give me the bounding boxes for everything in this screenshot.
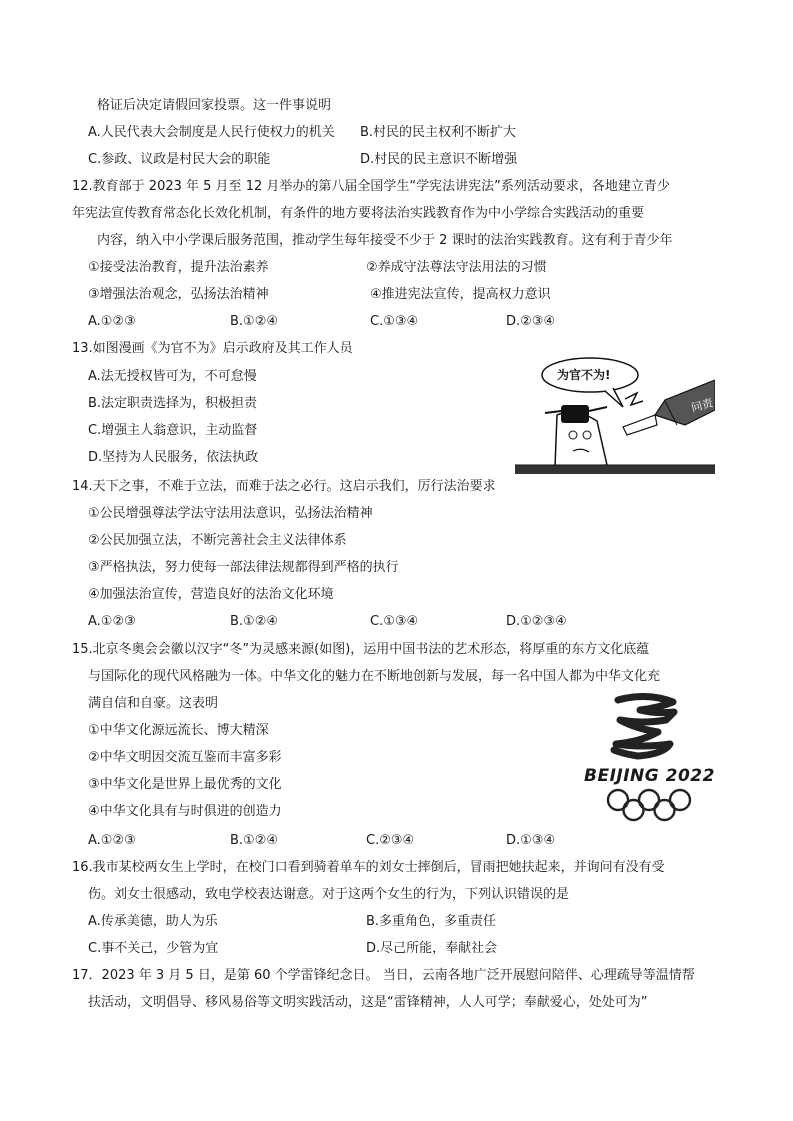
q16-option-c: C.事不关己，少管为宜 [88,941,219,956]
q15-stem-line2: 与国际化的现代风格融为一体。中华文化的魅力在不断地创新与发展，每一名中国人都为中华文化充 [88,669,661,684]
q11-option-d: D.村民的民主意识不断增强 [360,152,518,167]
q12-statement-4: ④推进宪法宣传，提高权力意识 [370,287,551,302]
q15-statement-4: ④中华文化具有与时俱进的创造力 [88,804,282,819]
q11-option-a: A.人民代表大会制度是人民行使权力的机关 [88,125,335,140]
q14-option-d: D.①②③④ [506,614,567,629]
q14-option-a: A.①②③ [88,614,136,629]
speech-bubble-text: 为官不为! [557,368,611,382]
q12-stem-line1: 12.教育部于 2023 年 5 月至 12 月举办的第八届全国学生“学宪法讲宪法”系列活动要求，各地建立青少 [72,179,670,194]
cuff-label: 问责 [689,396,715,415]
q12-statement-2: ②养成守法尊法守法用法的习惯 [366,260,547,275]
q15-stem-line1: 15.北京冬奥会会徽以汉字“冬”为灵感来源(如图)，运用中国书法的艺术形态，将厚重的东方文化底蕴 [72,642,650,657]
q14-option-b: B.①②④ [230,614,279,629]
q14-statement-3: ③严格执法，努力使每一部法律法规都得到严格的执行 [88,560,399,575]
q13-option-a: A.法无授权皆可为，不可怠慢 [88,369,257,384]
q14-option-c: C.①③④ [370,614,419,629]
q12-stem-line3: 内容，纳入中小学课后服务范围，推动学生每年接受不少于 2 课时的法治实践教育。这有利于青少年 [97,233,673,248]
q16-option-a: A.传承美德，助人为乐 [88,914,218,929]
q16-stem-line2: 伤。刘女士很感动，致电学校表达谢意。对于这两个女生的行为，下列认识错误的是 [88,887,570,902]
q14-statement-2: ②公民加强立法，不断完善社会主义法律体系 [88,533,347,548]
q15-option-c: C.②③④ [366,833,415,848]
q14-stem: 14.天下之事，不难于立法，而难于法之必行。这启示我们，厉行法治要求 [72,479,496,494]
q13-option-b: B.法定职责选择为，积极担责 [88,396,258,411]
q15-option-d: D.①③④ [506,833,556,848]
q12-statement-1: ①接受法治教育，提升法治素养 [88,260,269,275]
q13-option-d: D.坚持为人民服务，依法执政 [88,450,259,465]
q12-option-a: A.①②③ [88,314,136,329]
q13-stem: 13.如图漫画《为官不为》启示政府及其工作人员 [72,341,353,356]
olympic-rings-icon [604,788,694,822]
q15-statement-2: ②中华文明因交流互鉴而丰富多彩 [88,750,282,765]
beijing-2022-emblem [578,692,718,822]
q11-option-b: B.村民的民主权利不断扩大 [360,125,517,140]
q12-stem-line2: 年宪法宣传教育常态化长效化机制，有条件的地方要将法治实践教育作为中小学综合实践活动的重要 [72,206,645,221]
q16-option-b: B.多重角色，多重责任 [366,914,497,929]
q11-option-c: C.参政、议政是村民大会的职能 [88,152,271,167]
q16-option-d: D.尽己所能，奉献社会 [366,941,498,956]
q13-option-c: C.增强主人翁意识，主动监督 [88,423,258,438]
dong-calligraphy-icon [578,692,718,762]
q17-stem-line1: 17．2023 年 3 月 5 日，是第 60 个学雷锋纪念日。 当日，云南各地广泛开展慰问陪伴、心理疏导等温情帮 [72,968,695,983]
q15-option-b: B.①②④ [230,833,279,848]
q16-stem-line1: 16.我市某校两女生上学时，在校门口看到骑着单车的刘女士摔倒后，冒雨把她扶起来，并询问有没有受 [72,860,665,875]
q12-option-d: D.②③④ [506,314,556,329]
q12-option-c: C.①③④ [370,314,419,329]
q14-statement-4: ④加强法治宣传，营造良好的法治文化环境 [88,587,334,602]
q15-statement-1: ①中华文化源远流长、博大精深 [88,723,269,738]
emblem-text: BEIJING 2022 [584,766,715,786]
cartoon-figure [515,355,715,480]
q14-statement-1: ①公民增强尊法学法守法用法意识，弘扬法治精神 [88,506,373,521]
q15-statement-3: ③中华文化是世界上最优秀的文化 [88,777,282,792]
q17-stem-line2: 扶活动，文明倡导、移风易俗等文明实践活动，这是“雷锋精神，人人可学；奉献爱心，处处可为” [88,995,648,1010]
q15-stem-line3: 满自信和自豪。这表明 [88,696,219,711]
q12-statement-3: ③增强法治观念，弘扬法治精神 [88,287,269,302]
q15-option-a: A.①②③ [88,833,136,848]
q12-option-b: B.①②④ [230,314,279,329]
q11-stem-tail: 格证后决定请假回家投票。这一件事说明 [97,98,332,113]
